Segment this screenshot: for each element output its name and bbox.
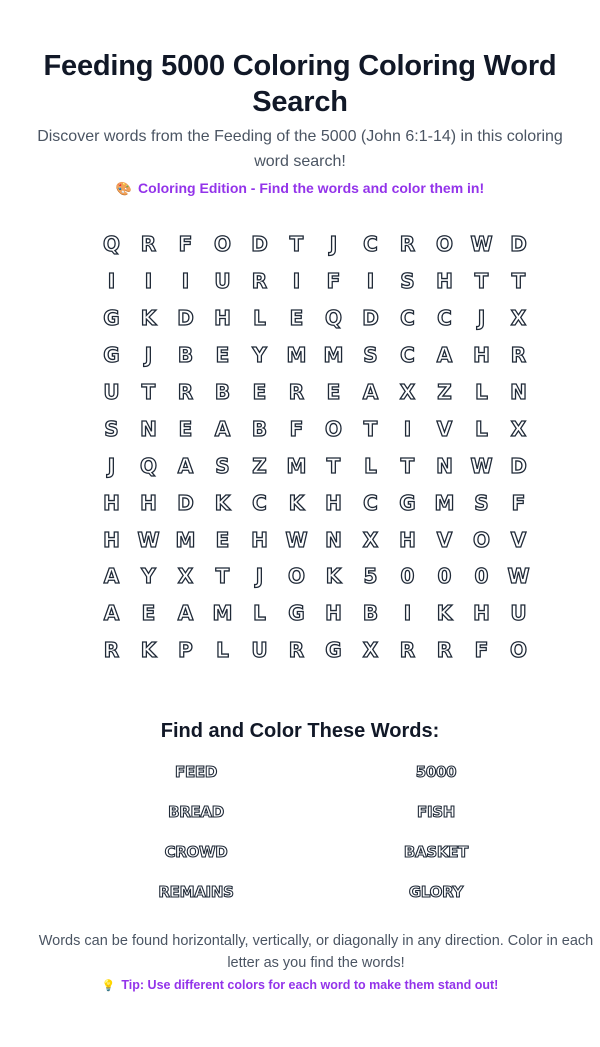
- grid-cell[interactable]: D: [510, 232, 527, 257]
- grid-cell[interactable]: O: [472, 527, 490, 552]
- grid-cell[interactable]: L: [364, 453, 377, 478]
- grid-cell[interactable]: R: [436, 638, 453, 663]
- grid-cell[interactable]: O: [435, 232, 453, 257]
- grid-cell[interactable]: G: [399, 490, 416, 515]
- grid-cell[interactable]: E: [215, 343, 230, 368]
- grid-cell[interactable]: R: [251, 269, 268, 294]
- grid-cell[interactable]: X: [362, 638, 379, 663]
- grid-cell[interactable]: G: [288, 601, 305, 626]
- grid-cell[interactable]: Q: [139, 453, 157, 478]
- lightbulb-icon: 💡: [101, 980, 116, 992]
- grid-cell[interactable]: A: [362, 380, 379, 404]
- grid-cell[interactable]: H: [473, 343, 490, 368]
- grid-cell[interactable]: H: [214, 306, 231, 331]
- grid-cell[interactable]: V: [436, 527, 453, 552]
- edition-text: Coloring Edition - Find the words and color them in!: [138, 180, 485, 196]
- grid-cell[interactable]: V: [436, 416, 453, 441]
- grid-cell[interactable]: I: [292, 269, 301, 294]
- grid-cell[interactable]: O: [213, 232, 231, 257]
- grid-cell[interactable]: X: [399, 380, 416, 404]
- grid-cell[interactable]: A: [177, 453, 194, 478]
- grid-cell[interactable]: A: [214, 416, 231, 441]
- grid-cell[interactable]: Z: [437, 380, 452, 404]
- grid-cell[interactable]: V: [510, 527, 527, 552]
- word-list-item: 5000: [415, 763, 457, 781]
- grid-cell[interactable]: M: [323, 343, 344, 368]
- grid-cell[interactable]: U: [251, 638, 268, 663]
- grid-cell[interactable]: H: [473, 601, 490, 626]
- grid-cell[interactable]: D: [362, 306, 379, 331]
- grid-cell[interactable]: W: [470, 453, 493, 478]
- grid-cell[interactable]: X: [510, 416, 527, 441]
- instructions-text: Words can be found horizontally, vertically, or diagonally in any direction. Color in each letter as you find the words!: [38, 933, 594, 971]
- grid-cell[interactable]: T: [215, 564, 230, 589]
- grid-cell[interactable]: L: [253, 306, 266, 331]
- grid-cell[interactable]: D: [177, 306, 194, 331]
- grid-cell[interactable]: S: [474, 490, 489, 515]
- grid-cell[interactable]: J: [255, 564, 264, 589]
- grid-cell[interactable]: R: [177, 380, 194, 404]
- word-list-item: REMAINS: [158, 883, 234, 901]
- grid-cell[interactable]: H: [140, 490, 157, 515]
- grid-cell[interactable]: H: [325, 601, 342, 626]
- word-list-item: GLORY: [408, 883, 464, 901]
- grid-cell[interactable]: F: [474, 638, 489, 663]
- grid-cell[interactable]: G: [325, 638, 342, 663]
- grid-cell[interactable]: A: [103, 601, 120, 626]
- word-list-item: FISH: [417, 803, 455, 821]
- grid-cell[interactable]: L: [475, 380, 488, 404]
- grid-cell[interactable]: Z: [252, 453, 267, 478]
- grid-cell[interactable]: L: [253, 601, 266, 626]
- grid-cell[interactable]: E: [141, 601, 156, 626]
- grid-cell[interactable]: K: [214, 490, 231, 515]
- edition-banner: [0, 178, 600, 199]
- grid-cell[interactable]: N: [140, 416, 157, 441]
- grid-cell[interactable]: R: [140, 232, 157, 257]
- grid-cell[interactable]: A: [177, 601, 194, 626]
- grid-cell[interactable]: F: [289, 416, 304, 441]
- grid-cell[interactable]: J: [477, 306, 486, 331]
- grid-cell[interactable]: U: [510, 601, 527, 626]
- grid-cell[interactable]: Y: [141, 564, 156, 589]
- grid-cell[interactable]: D: [510, 453, 527, 478]
- grid-cell[interactable]: X: [510, 306, 527, 331]
- grid-cell[interactable]: T: [400, 453, 415, 478]
- grid-cell[interactable]: K: [140, 638, 157, 663]
- page-subtitle: Discover words from the Feeding of the 5000 (John 6:1-14) in this coloring word search!: [37, 128, 563, 170]
- word-list: [76, 762, 556, 922]
- grid-cell[interactable]: H: [251, 527, 268, 552]
- word-list-heading: Find and Color These Words:: [160, 720, 440, 742]
- grid-cell[interactable]: O: [287, 564, 305, 589]
- grid-cell[interactable]: R: [399, 638, 416, 663]
- grid-cell[interactable]: J: [144, 343, 153, 368]
- grid-cell[interactable]: O: [324, 416, 342, 441]
- grid-cell[interactable]: T: [363, 416, 378, 441]
- tip-text: Tip: Use different colors for each word to make them stand out!: [121, 978, 499, 992]
- grid-cell[interactable]: R: [288, 638, 305, 663]
- grid-cell[interactable]: W: [470, 232, 493, 257]
- grid-cell[interactable]: S: [104, 416, 119, 441]
- grid-cell[interactable]: K: [325, 564, 342, 589]
- grid-cell[interactable]: B: [251, 416, 268, 441]
- grid-cell[interactable]: E: [252, 380, 267, 404]
- grid-cell[interactable]: C: [437, 306, 452, 331]
- grid-cell[interactable]: R: [103, 638, 120, 663]
- word-list-item: FEED: [175, 763, 217, 781]
- word-list-item: BASKET: [403, 843, 469, 861]
- grid-cell[interactable]: B: [214, 380, 231, 404]
- tip-banner: [0, 976, 600, 995]
- grid-cell[interactable]: T: [141, 380, 156, 404]
- grid-cell[interactable]: J: [329, 232, 338, 257]
- grid-cell[interactable]: K: [288, 490, 305, 515]
- page-title: Feeding 5000 Coloring Coloring Word Search: [43, 50, 557, 118]
- grid-cell[interactable]: L: [475, 416, 488, 441]
- grid-cell[interactable]: 0: [437, 564, 452, 589]
- grid-cell[interactable]: B: [177, 343, 194, 368]
- grid-cell[interactable]: C: [363, 232, 378, 257]
- grid-cell[interactable]: C: [400, 343, 415, 368]
- grid-cell[interactable]: F: [326, 269, 341, 294]
- letter-grid: [93, 226, 537, 669]
- grid-cell[interactable]: N: [325, 527, 342, 552]
- grid-cell[interactable]: G: [103, 306, 120, 331]
- word-list-item: CROWD: [164, 843, 228, 861]
- word-list-item: BREAD: [168, 803, 224, 821]
- grid-cell[interactable]: H: [103, 490, 120, 515]
- grid-cell[interactable]: N: [510, 380, 527, 404]
- grid-cell[interactable]: N: [436, 453, 453, 478]
- grid-cell[interactable]: G: [103, 343, 120, 368]
- grid-cell[interactable]: H: [325, 490, 342, 515]
- grid-cell[interactable]: I: [403, 601, 412, 626]
- grid-cell[interactable]: F: [511, 490, 526, 515]
- grid-cell[interactable]: Q: [324, 306, 342, 331]
- grid-cell[interactable]: I: [144, 269, 153, 294]
- grid-cell[interactable]: E: [289, 306, 304, 331]
- grid-cell[interactable]: R: [288, 380, 305, 404]
- grid-cell[interactable]: H: [103, 527, 120, 552]
- grid-cell[interactable]: M: [286, 343, 307, 368]
- grid-cell[interactable]: T: [474, 269, 489, 294]
- grid-cell[interactable]: I: [181, 269, 190, 294]
- grid-cell[interactable]: B: [362, 601, 379, 626]
- grid-cell[interactable]: O: [509, 638, 527, 663]
- grid-cell[interactable]: L: [216, 638, 229, 663]
- grid-cell[interactable]: Y: [252, 343, 267, 368]
- grid-cell[interactable]: C: [363, 490, 378, 515]
- grid-cell[interactable]: T: [326, 453, 341, 478]
- grid-cell[interactable]: P: [178, 638, 193, 663]
- grid-cell[interactable]: I: [107, 269, 116, 294]
- grid-cell[interactable]: 0: [474, 564, 489, 589]
- grid-cell[interactable]: F: [178, 232, 193, 257]
- grid-cell[interactable]: 5: [363, 564, 378, 589]
- grid-cell[interactable]: M: [175, 527, 196, 552]
- grid-cell[interactable]: E: [215, 527, 230, 552]
- grid-cell[interactable]: S: [215, 453, 230, 478]
- grid-cell[interactable]: C: [400, 306, 415, 331]
- grid-cell[interactable]: D: [251, 232, 268, 257]
- grid-cell[interactable]: T: [289, 232, 304, 257]
- grid-cell[interactable]: T: [511, 269, 526, 294]
- grid-cell[interactable]: R: [510, 343, 527, 368]
- grid-cell[interactable]: S: [363, 343, 378, 368]
- grid-cell[interactable]: X: [362, 527, 379, 552]
- grid-cell[interactable]: K: [436, 601, 453, 626]
- grid-cell[interactable]: I: [403, 416, 412, 441]
- grid-cell[interactable]: M: [286, 453, 307, 478]
- grid-cell[interactable]: I: [366, 269, 375, 294]
- palette-icon: 🎨: [115, 181, 133, 196]
- grid-cell[interactable]: W: [285, 527, 308, 552]
- grid-cell[interactable]: C: [252, 490, 267, 515]
- grid-cell[interactable]: E: [178, 416, 193, 441]
- grid-cell[interactable]: S: [400, 269, 415, 294]
- grid-cell[interactable]: U: [214, 269, 231, 294]
- grid-cell[interactable]: H: [436, 269, 453, 294]
- grid-cell[interactable]: Q: [102, 232, 120, 257]
- grid-cell[interactable]: U: [103, 380, 120, 404]
- grid-cell[interactable]: M: [434, 490, 455, 515]
- grid-cell[interactable]: R: [399, 232, 416, 257]
- grid-cell[interactable]: W: [507, 564, 530, 589]
- grid-cell[interactable]: D: [177, 490, 194, 515]
- grid-cell[interactable]: H: [399, 527, 416, 552]
- grid-cell[interactable]: M: [212, 601, 233, 626]
- grid-cell[interactable]: 0: [400, 564, 415, 589]
- grid-cell[interactable]: K: [140, 306, 157, 331]
- grid-cell[interactable]: A: [436, 343, 453, 368]
- grid-cell[interactable]: A: [103, 564, 120, 589]
- grid-cell[interactable]: J: [107, 453, 116, 478]
- grid-cell[interactable]: W: [137, 527, 160, 552]
- grid-cell[interactable]: X: [177, 564, 194, 589]
- grid-cell[interactable]: E: [326, 380, 341, 404]
